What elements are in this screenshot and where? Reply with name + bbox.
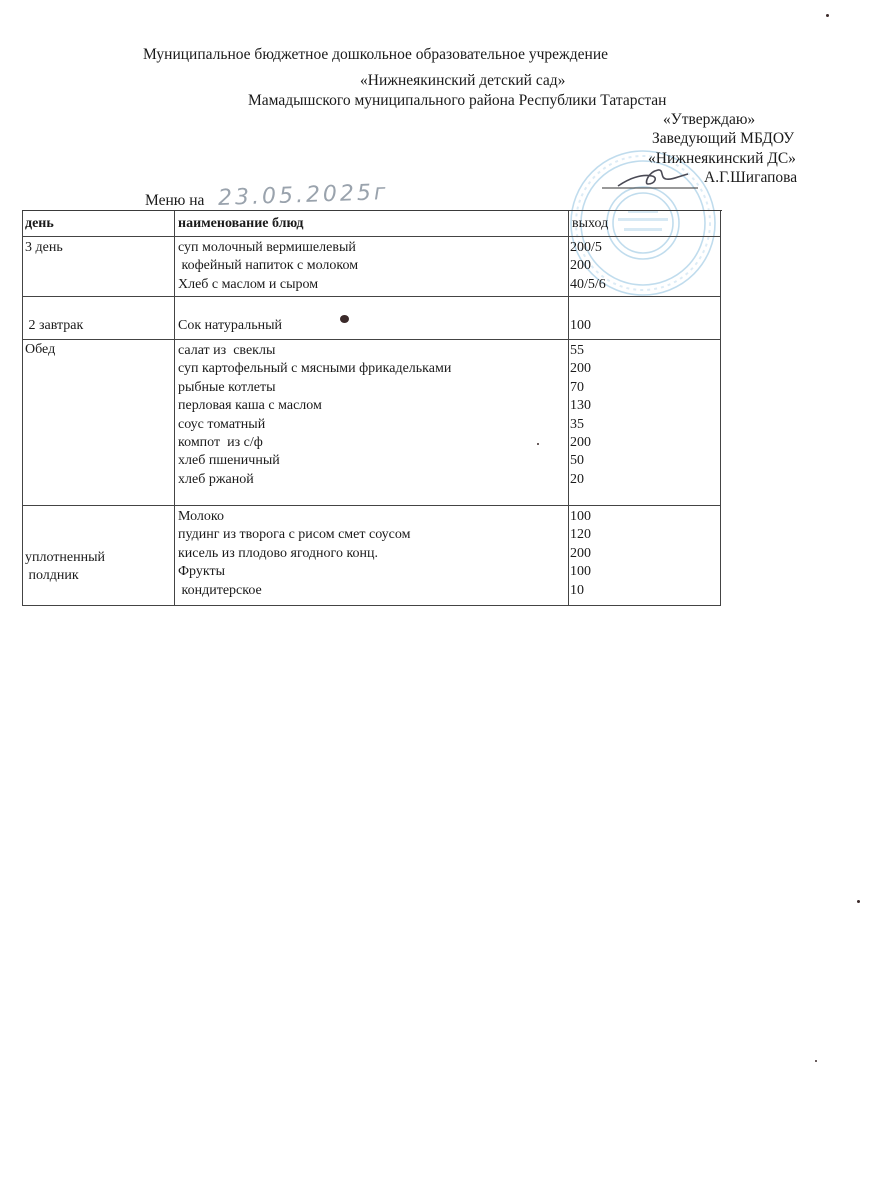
table-row-line (22, 505, 721, 506)
dish-list: Молоко пудинг из творога с рисом смет соусом кисель из плодово ягодного конц. Фрукты кондитерское (178, 509, 411, 598)
scan-dot-icon (815, 1060, 817, 1062)
dish-list: суп молочный вермишелевый кофейный напиток с молоком Хлеб с маслом и сыром (178, 240, 359, 292)
meal-label: уплотненный полдник (25, 550, 106, 584)
header-yield: выход (572, 216, 609, 231)
dish-list: салат из свеклы суп картофельный с мясными фрикадельками рыбные котлеты перловая каша с маслом соус томатный компот из с/ф хлеб пшеничный хлеб ржаной (178, 343, 452, 487)
scan-dot-icon (826, 14, 829, 17)
ink-spot-icon (340, 315, 349, 323)
approval-signatory: А.Г.Шигапова (704, 169, 798, 186)
org-name-line-3: Мамадышского муниципального района Республики Татарстан (248, 92, 667, 109)
menu-table (22, 210, 722, 606)
scan-dot-icon (857, 900, 860, 903)
yield-list: 100 120 200 100 10 (570, 509, 591, 598)
table-divider-2 (568, 211, 569, 606)
table-border-left (22, 211, 23, 606)
org-name-line-1: Муниципальное бюджетное дошкольное образовательное учреждение (143, 46, 608, 63)
meal-label: 2 завтрак (25, 318, 84, 333)
yield-list: 55 200 70 130 35 200 50 20 (570, 343, 591, 487)
yield-list: 200/5 200 40/5/6 (570, 240, 606, 292)
meal-label: 3 день (25, 240, 63, 255)
header-dish: наименование блюд (178, 216, 304, 231)
dish-list: Сок натуральный (178, 318, 283, 333)
menu-date: 23.05.2025г (217, 180, 389, 211)
meal-label: Обед (25, 342, 56, 357)
ink-dot-icon (537, 443, 539, 445)
yield-list: 100 (570, 318, 591, 333)
table-bottom-line (22, 605, 721, 606)
approval-position: Заведующий МБДОУ (652, 130, 795, 147)
approval-org: «Нижнеякинский ДС» (648, 150, 796, 167)
org-name-line-2: «Нижнеякинский детский сад» (360, 72, 566, 89)
table-row-line (22, 339, 721, 340)
menu-label: Меню на (145, 192, 205, 209)
header-day: день (25, 216, 54, 231)
table-border-right (720, 211, 721, 606)
signature-icon (600, 164, 700, 194)
table-row-line (22, 296, 721, 297)
table-header-line (22, 236, 721, 237)
approval-title: «Утверждаю» (663, 111, 756, 128)
table-divider-1 (174, 211, 175, 606)
